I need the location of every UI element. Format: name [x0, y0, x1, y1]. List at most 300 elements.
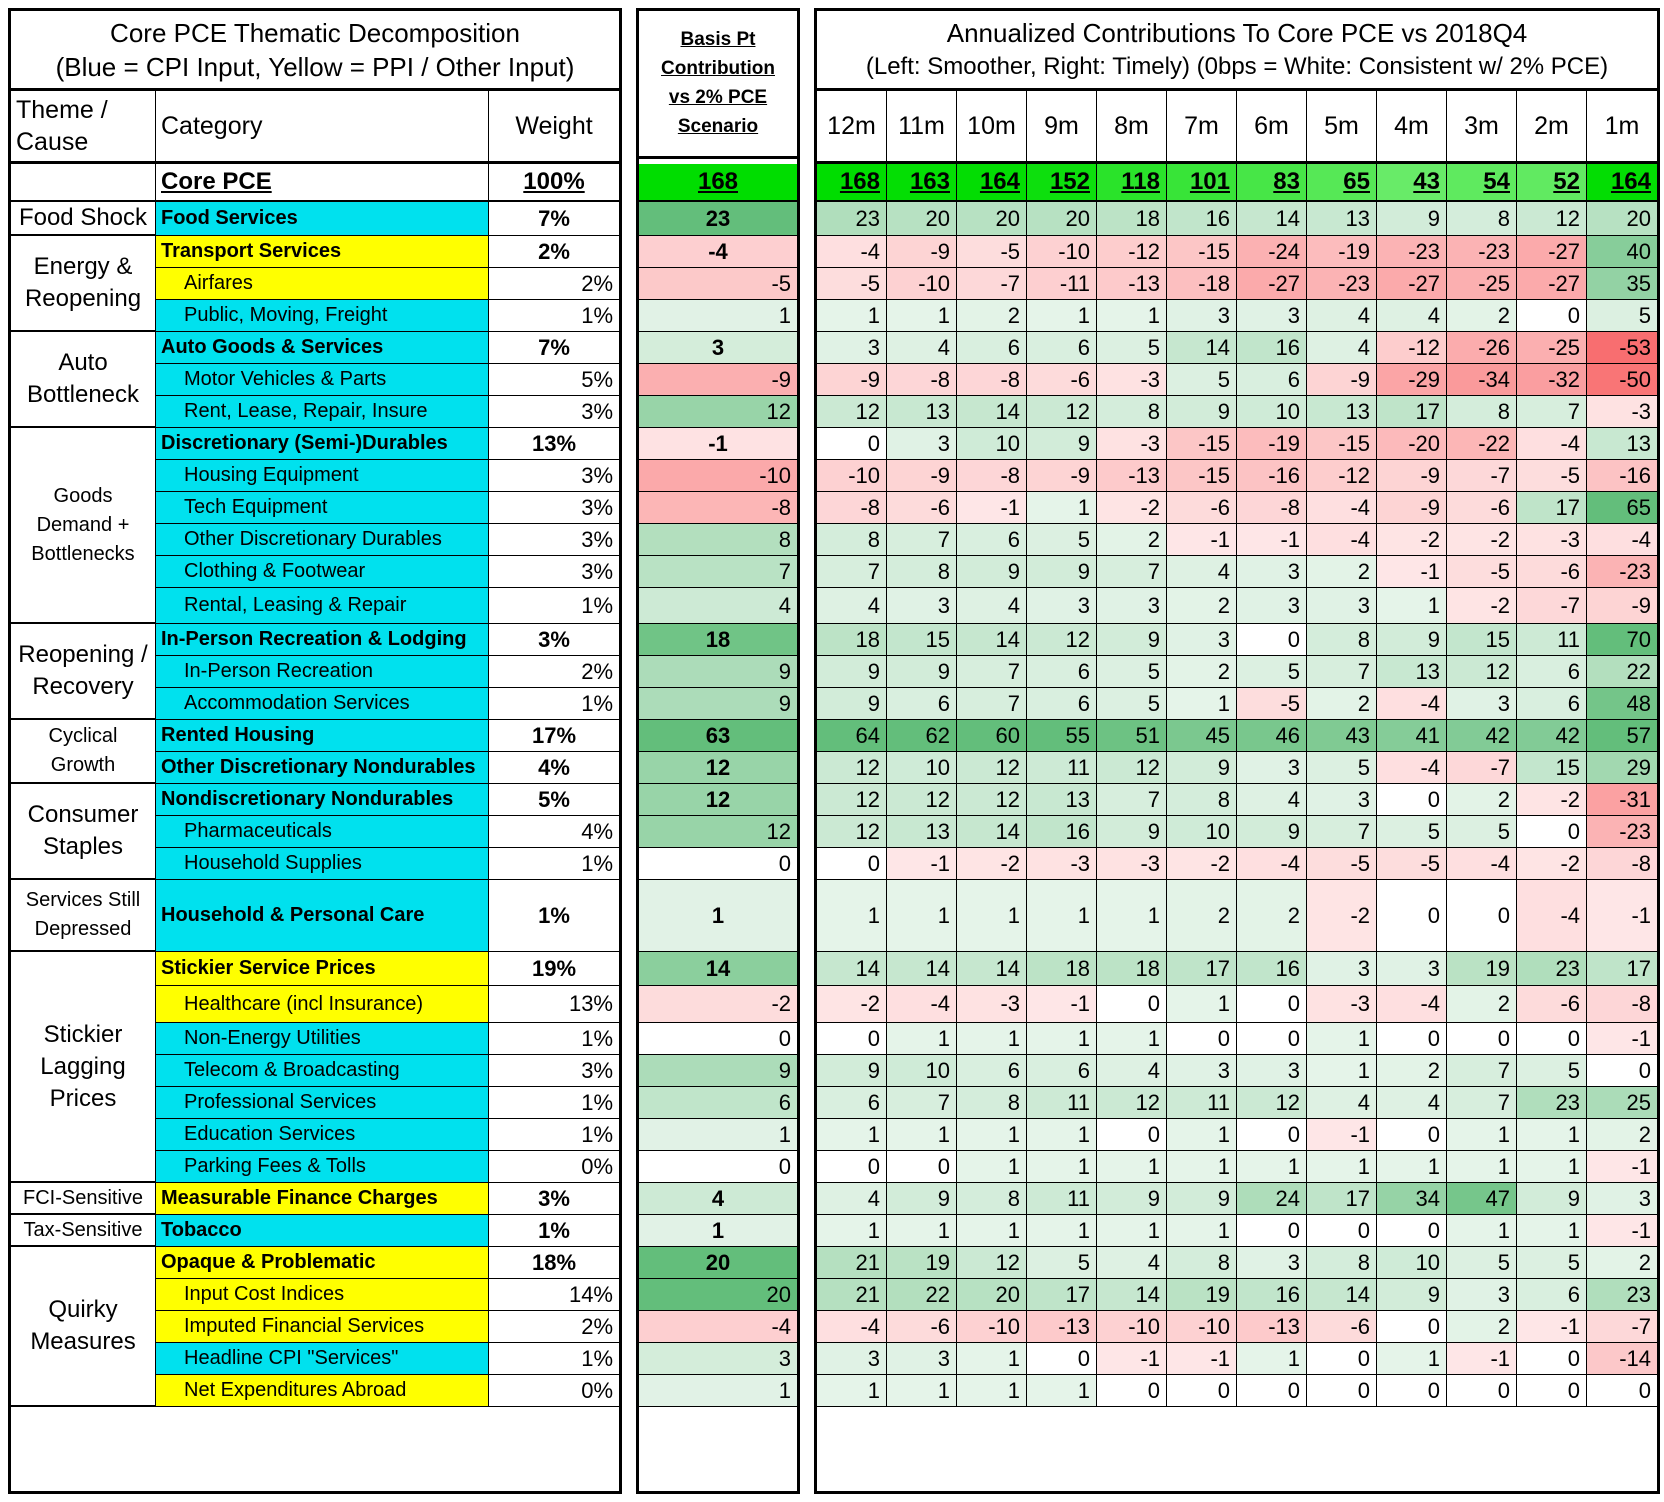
heatmap-cell: 24 [1237, 1183, 1307, 1215]
heatmap-cell: 6 [957, 524, 1027, 556]
heatmap-cell: 7 [1447, 1055, 1517, 1087]
heatmap-cell: -22 [1447, 428, 1517, 460]
heatmap-cell: -3 [1307, 986, 1377, 1023]
heatmap-cell: 0 [1517, 300, 1587, 332]
period-header: 7m [1167, 91, 1237, 164]
heatmap-cell: -10 [887, 268, 957, 300]
heatmap-cell: -3 [1097, 428, 1167, 460]
heatmap-cell: 0 [1377, 1375, 1447, 1407]
heatmap-cell: 12 [817, 396, 887, 428]
heatmap-cell: 0 [1097, 1119, 1167, 1151]
heatmap-cell: -10 [1097, 1311, 1167, 1343]
heatmap-cell: 20 [1587, 202, 1657, 236]
heatmap-cell: -5 [1377, 848, 1447, 880]
heatmap-cell: -23 [1377, 236, 1447, 268]
heatmap-cell: -2 [957, 848, 1027, 880]
heatmap-cell: 18 [1097, 202, 1167, 236]
heatmap-cell: 12 [817, 784, 887, 816]
heatmap-cell: 1 [817, 1215, 887, 1247]
heatmap-cell: 12 [1097, 1087, 1167, 1119]
heatmap-cell: 2 [1447, 1311, 1517, 1343]
theme-cell: Auto Bottleneck [11, 332, 156, 428]
heatmap-cell: 4 [1307, 1087, 1377, 1119]
heatmap-cell: 7 [1097, 784, 1167, 816]
heatmap-cell: 3 [1307, 784, 1377, 816]
heatmap-cell: 3 [1307, 952, 1377, 986]
heatmap-cell: 1 [1447, 1151, 1517, 1183]
category-cell: Input Cost Indices [156, 1279, 489, 1311]
heatmap-cell: -53 [1587, 332, 1657, 364]
heatmap-cell: 9 [1377, 202, 1447, 236]
heatmap-cell: 13 [1587, 428, 1657, 460]
heatmap-cell: -2 [1097, 492, 1167, 524]
heatmap-cell: 15 [887, 624, 957, 656]
heatmap-cell: 17 [1517, 492, 1587, 524]
heatmap-cell: 1 [1027, 1023, 1097, 1055]
heatmap-cell: -6 [1307, 1311, 1377, 1343]
heatmap-cell: 40 [1587, 236, 1657, 268]
heatmap-cell: -23 [1587, 816, 1657, 848]
heatmap-cell: 83 [1237, 164, 1307, 202]
heatmap-cell: 1 [1447, 1215, 1517, 1247]
heatmap-cell: -25 [1447, 268, 1517, 300]
weight-cell: 1% [489, 300, 619, 332]
heatmap-cell: 1 [1517, 1215, 1587, 1247]
heatmap-cell: 5 [1237, 656, 1307, 688]
basis-cell: 9 [639, 1055, 797, 1087]
weight-cell: 13% [489, 428, 619, 460]
heatmap-cell: 23 [1517, 1087, 1587, 1119]
heatmap-cell: 5 [1027, 1247, 1097, 1279]
weight-cell: 18% [489, 1247, 619, 1279]
basis-cell: 18 [639, 624, 797, 656]
left-title-line2: (Blue = CPI Input, Yellow = PPI / Other Input) [55, 51, 575, 82]
heatmap-cell: 0 [1587, 1055, 1657, 1087]
heatmap-cell: 14 [1307, 1279, 1377, 1311]
heatmap-cell: 1 [957, 1151, 1027, 1183]
period-header: 2m [1517, 91, 1587, 164]
heatmap-cell: 1 [1237, 1343, 1307, 1375]
category-cell: Other Discretionary Nondurables [156, 752, 489, 784]
heatmap-cell: -13 [1237, 1311, 1307, 1343]
heatmap-cell: 3 [1237, 752, 1307, 784]
category-cell: Rented Housing [156, 720, 489, 752]
heatmap-cell: 2 [1587, 1247, 1657, 1279]
heatmap-cell: -2 [817, 986, 887, 1023]
heatmap-cell: 12 [887, 784, 957, 816]
heatmap-cell: 14 [887, 952, 957, 986]
heatmap-cell: 0 [1377, 1311, 1447, 1343]
heatmap-cell: 1 [817, 300, 887, 332]
heatmap-cell: -4 [1237, 848, 1307, 880]
weight-cell: 3% [489, 1055, 619, 1087]
heatmap-cell: -7 [1447, 460, 1517, 492]
theme-cell: Cyclical Growth [11, 720, 156, 784]
heatmap-cell: 1 [1517, 1151, 1587, 1183]
basis-cell: -2 [639, 986, 797, 1023]
heatmap-cell: 11 [1167, 1087, 1237, 1119]
heatmap-cell: -5 [817, 268, 887, 300]
heatmap-cell: -34 [1447, 364, 1517, 396]
heatmap-cell: 23 [1517, 952, 1587, 986]
basis-cell: 9 [639, 656, 797, 688]
heatmap-cell: 7 [957, 656, 1027, 688]
heatmap-cell: 10 [887, 752, 957, 784]
heatmap-cell: 0 [1027, 1343, 1097, 1375]
heatmap-cell: 3 [1377, 952, 1447, 986]
heatmap-cell: 0 [1167, 1375, 1237, 1407]
heatmap-cell: 4 [1307, 300, 1377, 332]
heatmap-cell: 0 [1237, 1215, 1307, 1247]
heatmap-cell: 2 [1447, 300, 1517, 332]
heatmap-cell: 0 [817, 848, 887, 880]
heatmap-cell: -15 [1167, 460, 1237, 492]
category-cell: Housing Equipment [156, 460, 489, 492]
heatmap-cell: 2 [1167, 656, 1237, 688]
heatmap-cell: 13 [1307, 202, 1377, 236]
heatmap-cell: 14 [817, 952, 887, 986]
heatmap-cell: 19 [887, 1247, 957, 1279]
weight-cell: 2% [489, 268, 619, 300]
heatmap-cell: 16 [1167, 202, 1237, 236]
heatmap-cell: 7 [957, 688, 1027, 720]
basis-cell: 1 [639, 300, 797, 332]
heatmap-cell: 14 [957, 624, 1027, 656]
heatmap-cell: 42 [1447, 720, 1517, 752]
heatmap-cell: 5 [1447, 1247, 1517, 1279]
basis-cell: 12 [639, 752, 797, 784]
heatmap-cell: 13 [1377, 656, 1447, 688]
weight-cell: 3% [489, 1183, 619, 1215]
basis-header-line4: Scenario [677, 116, 759, 137]
basis-cell: -9 [639, 364, 797, 396]
heatmap-cell: 1 [1167, 1215, 1237, 1247]
heatmap-cell: 0 [1517, 1343, 1587, 1375]
heatmap-cell: 9 [1517, 1183, 1587, 1215]
heatmap-cell: 8 [817, 524, 887, 556]
category-cell: Headline CPI "Services" [156, 1343, 489, 1375]
weight-cell: 3% [489, 624, 619, 656]
heatmap-cell: 168 [817, 164, 887, 202]
heatmap-cell: -4 [1517, 880, 1587, 952]
left-title [11, 11, 619, 91]
category-cell: Food Services [156, 202, 489, 236]
category-cell: Education Services [156, 1119, 489, 1151]
theme-cell: Quirky Measures [11, 1247, 156, 1407]
right-title [817, 11, 1657, 91]
heatmap-cell: 1 [1237, 1151, 1307, 1183]
heatmap-cell: -29 [1377, 364, 1447, 396]
heatmap-cell: 0 [817, 1023, 887, 1055]
weight-cell: 1% [489, 1215, 619, 1247]
heatmap-cell: 9 [1167, 396, 1237, 428]
basis-cell: 1 [639, 1375, 797, 1407]
heatmap-cell: -2 [1377, 524, 1447, 556]
heatmap-cell: 3 [1167, 1055, 1237, 1087]
heatmap-cell: 13 [887, 816, 957, 848]
heatmap-cell: 3 [1167, 624, 1237, 656]
heatmap-cell: 0 [1377, 1023, 1447, 1055]
heatmap-cell: -5 [1517, 460, 1587, 492]
heatmap-cell: 10 [957, 428, 1027, 460]
heatmap-cell: -5 [1237, 688, 1307, 720]
heatmap-cell: 9 [1097, 624, 1167, 656]
heatmap-cell: 8 [957, 1087, 1027, 1119]
heatmap-cell: -13 [1027, 1311, 1097, 1343]
heatmap-cell: -2 [1307, 880, 1377, 952]
heatmap-cell: 11 [1517, 624, 1587, 656]
heatmap-cell: 5 [1517, 1247, 1587, 1279]
heatmap-cell: 55 [1027, 720, 1097, 752]
heatmap-cell: -7 [1447, 752, 1517, 784]
heatmap-cell: -6 [887, 1311, 957, 1343]
heatmap-cell: 0 [1237, 1375, 1307, 1407]
category-cell: Non-Energy Utilities [156, 1023, 489, 1055]
basis-header-line3: vs 2% PCE [668, 87, 768, 108]
heatmap-cell: -19 [1237, 428, 1307, 460]
heatmap-cell: 4 [817, 588, 887, 624]
heatmap-cell: 0 [1237, 1119, 1307, 1151]
heatmap-cell: 3 [1167, 300, 1237, 332]
heatmap-cell: 6 [1237, 364, 1307, 396]
period-header: 6m [1237, 91, 1307, 164]
heatmap-cell: 118 [1097, 164, 1167, 202]
heatmap-cell: -10 [817, 460, 887, 492]
heatmap-cell: -15 [1307, 428, 1377, 460]
heatmap-cell: 2 [1307, 688, 1377, 720]
heatmap-cell: 0 [1167, 1023, 1237, 1055]
heatmap-cell: 5 [1097, 656, 1167, 688]
basis-cell: 12 [639, 816, 797, 848]
heatmap-cell: 4 [1307, 332, 1377, 364]
heatmap-cell: 1 [887, 1119, 957, 1151]
heatmap-cell: -4 [1517, 428, 1587, 460]
heatmap-cell: 1 [1097, 880, 1167, 952]
heatmap-cell: 1 [957, 1375, 1027, 1407]
heatmap-cell: 6 [1517, 1279, 1587, 1311]
category-cell: Motor Vehicles & Parts [156, 364, 489, 396]
basis-cell: 9 [639, 688, 797, 720]
category-cell: Household Supplies [156, 848, 489, 880]
period-header: 10m [957, 91, 1027, 164]
category-cell: Tobacco [156, 1215, 489, 1247]
heatmap-cell: 4 [887, 332, 957, 364]
category-cell: Rent, Lease, Repair, Insure [156, 396, 489, 428]
heatmap-cell: 54 [1447, 164, 1517, 202]
weight-cell: 17% [489, 720, 619, 752]
heatmap-cell: -4 [1307, 492, 1377, 524]
heatmap-cell: 3 [817, 332, 887, 364]
heatmap-cell: -9 [1027, 460, 1097, 492]
heatmap-cell: 21 [817, 1279, 887, 1311]
heatmap-cell: -13 [1097, 460, 1167, 492]
heatmap-cell: 5 [1027, 524, 1097, 556]
heatmap-cell: 14 [957, 396, 1027, 428]
heatmap-cell: 4 [1237, 784, 1307, 816]
heatmap-cell: 8 [1167, 784, 1237, 816]
heatmap-cell: -10 [957, 1311, 1027, 1343]
heatmap-cell: -1 [1587, 1023, 1657, 1055]
heatmap-cell: 0 [1237, 624, 1307, 656]
category-cell: Measurable Finance Charges [156, 1183, 489, 1215]
heatmap-cell: 12 [1027, 624, 1097, 656]
heatmap-cell: 2 [957, 300, 1027, 332]
heatmap-cell: -1 [1167, 524, 1237, 556]
category-cell: Telecom & Broadcasting [156, 1055, 489, 1087]
weight-cell: 7% [489, 202, 619, 236]
heatmap-cell: 1 [887, 1375, 957, 1407]
period-header: 4m [1377, 91, 1447, 164]
heatmap-cell: -4 [1307, 524, 1377, 556]
heatmap-cell: -8 [887, 364, 957, 396]
heatmap-cell: 5 [1377, 816, 1447, 848]
heatmap-cell: 101 [1167, 164, 1237, 202]
category-cell: Pharmaceuticals [156, 816, 489, 848]
heatmap-cell: 1 [887, 1023, 957, 1055]
heatmap-cell: -1 [1237, 524, 1307, 556]
category-cell: Rental, Leasing & Repair [156, 588, 489, 624]
heatmap-cell: -4 [1447, 848, 1517, 880]
heatmap-cell: 9 [957, 556, 1027, 588]
basis-panel [636, 8, 800, 1494]
heatmap-cell: 16 [1237, 332, 1307, 364]
theme-cell [11, 164, 156, 202]
heatmap-cell: -2 [1517, 848, 1587, 880]
heatmap-cell: -19 [1307, 236, 1377, 268]
heatmap-cell: 25 [1587, 1087, 1657, 1119]
heatmap-cell: 42 [1517, 720, 1587, 752]
weight-cell: 3% [489, 396, 619, 428]
heatmap-cell: 64 [817, 720, 887, 752]
heatmap-cell: 10 [1237, 396, 1307, 428]
heatmap-cell: 9 [1237, 816, 1307, 848]
heatmap-cell: -11 [1027, 268, 1097, 300]
heatmap-cell: 6 [1027, 656, 1097, 688]
heatmap-cell: -15 [1167, 428, 1237, 460]
heatmap-cell: 6 [957, 1055, 1027, 1087]
heatmap-cell: -3 [1097, 848, 1167, 880]
category-cell: Healthcare (incl Insurance) [156, 986, 489, 1023]
heatmap-cell: 8 [1447, 396, 1517, 428]
weight-cell: 1% [489, 1119, 619, 1151]
heatmap-cell: -1 [1167, 1343, 1237, 1375]
heatmap-cell: -3 [1517, 524, 1587, 556]
heatmap-cell: 12 [1237, 1087, 1307, 1119]
heatmap-cell: 1 [1307, 1151, 1377, 1183]
heatmap-cell: -4 [1377, 688, 1447, 720]
period-header: 12m [817, 91, 887, 164]
right-title-line2: (Left: Smoother, Right: Timely) (0bps = White: Consistent w/ 2% PCE) [865, 52, 1609, 80]
weight-cell: 2% [489, 656, 619, 688]
theme-cell: Food Shock [11, 202, 156, 236]
basis-cell: 6 [639, 1087, 797, 1119]
heatmap-cell: 3 [1587, 1183, 1657, 1215]
weight-cell: 1% [489, 1023, 619, 1055]
heatmap-cell: 15 [1447, 624, 1517, 656]
heatmap-cell: 1 [887, 1215, 957, 1247]
heatmap-cell: -5 [957, 236, 1027, 268]
heatmap-cell: 0 [1517, 1023, 1587, 1055]
heatmap-cell: 6 [1027, 332, 1097, 364]
heatmap-cell: 9 [1097, 1183, 1167, 1215]
basis-cell: 0 [639, 1023, 797, 1055]
theme-cell: Tax-Sensitive [11, 1215, 156, 1247]
basis-cell: -4 [639, 1311, 797, 1343]
basis-header-line1: Basis Pt [680, 29, 756, 50]
heatmap-cell: 9 [1027, 428, 1097, 460]
weight-cell: 100% [489, 164, 619, 202]
basis-cell: 0 [639, 1151, 797, 1183]
theme-cell: Reopening / Recovery [11, 624, 156, 720]
heatmap-cell: -4 [1377, 752, 1447, 784]
heatmap-cell: 16 [1027, 816, 1097, 848]
heatmap-cell: 19 [1167, 1279, 1237, 1311]
heatmap-cell: 1 [887, 880, 957, 952]
heatmap-cell: 1 [1447, 1119, 1517, 1151]
heatmap-cell: 2 [1097, 524, 1167, 556]
heatmap-cell: -3 [1587, 396, 1657, 428]
heatmap-cell: 70 [1587, 624, 1657, 656]
heatmap-cell: 2 [1167, 588, 1237, 624]
basis-cell: 12 [639, 396, 797, 428]
heatmap-cell: 8 [1307, 1247, 1377, 1279]
contributions-panel [814, 8, 1660, 1494]
heatmap-cell: -32 [1517, 364, 1587, 396]
heatmap-cell: 0 [1447, 880, 1517, 952]
heatmap-cell: 0 [1517, 816, 1587, 848]
heatmap-cell: -27 [1517, 236, 1587, 268]
decomposition-panel [8, 8, 622, 1494]
heatmap-cell: -14 [1587, 1343, 1657, 1375]
period-header: 5m [1307, 91, 1377, 164]
weight-cell: 0% [489, 1151, 619, 1183]
heatmap-cell: -24 [1237, 236, 1307, 268]
heatmap-cell: 6 [1517, 688, 1587, 720]
heatmap-cell: 9 [1377, 1279, 1447, 1311]
basis-cell: 4 [639, 1183, 797, 1215]
heatmap-cell: 9 [887, 1183, 957, 1215]
heatmap-cell: 5 [1167, 364, 1237, 396]
heatmap-cell: 57 [1587, 720, 1657, 752]
heatmap-cell: 12 [817, 752, 887, 784]
basis-cell: 0 [639, 848, 797, 880]
right-title-line1: Annualized Contributions To Core PCE vs 2018Q4 [946, 17, 1528, 48]
heatmap-cell: -9 [887, 460, 957, 492]
heatmap-cell: 12 [1027, 396, 1097, 428]
heatmap-cell: 16 [1237, 1279, 1307, 1311]
weight-cell: 13% [489, 986, 619, 1023]
heatmap-cell: -9 [887, 236, 957, 268]
weight-cell: 1% [489, 848, 619, 880]
heatmap-cell: 1 [1027, 492, 1097, 524]
heatmap-cell: 17 [1587, 952, 1657, 986]
category-cell: Tech Equipment [156, 492, 489, 524]
heatmap-cell: 11 [1027, 1183, 1097, 1215]
weight-cell: 1% [489, 588, 619, 624]
heatmap-cell: 1 [957, 1119, 1027, 1151]
theme-cell: Consumer Staples [11, 784, 156, 880]
heatmap-cell: 7 [1307, 816, 1377, 848]
heatmap-cell: 0 [1097, 1375, 1167, 1407]
heatmap-cell: 1 [1377, 588, 1447, 624]
heatmap-cell: 52 [1517, 164, 1587, 202]
heatmap-cell: 13 [887, 396, 957, 428]
heatmap-cell: 1 [957, 1023, 1027, 1055]
heatmap-cell: -1 [957, 492, 1027, 524]
heatmap-cell: 15 [1517, 752, 1587, 784]
category-cell: Public, Moving, Freight [156, 300, 489, 332]
heatmap-cell: 9 [887, 656, 957, 688]
